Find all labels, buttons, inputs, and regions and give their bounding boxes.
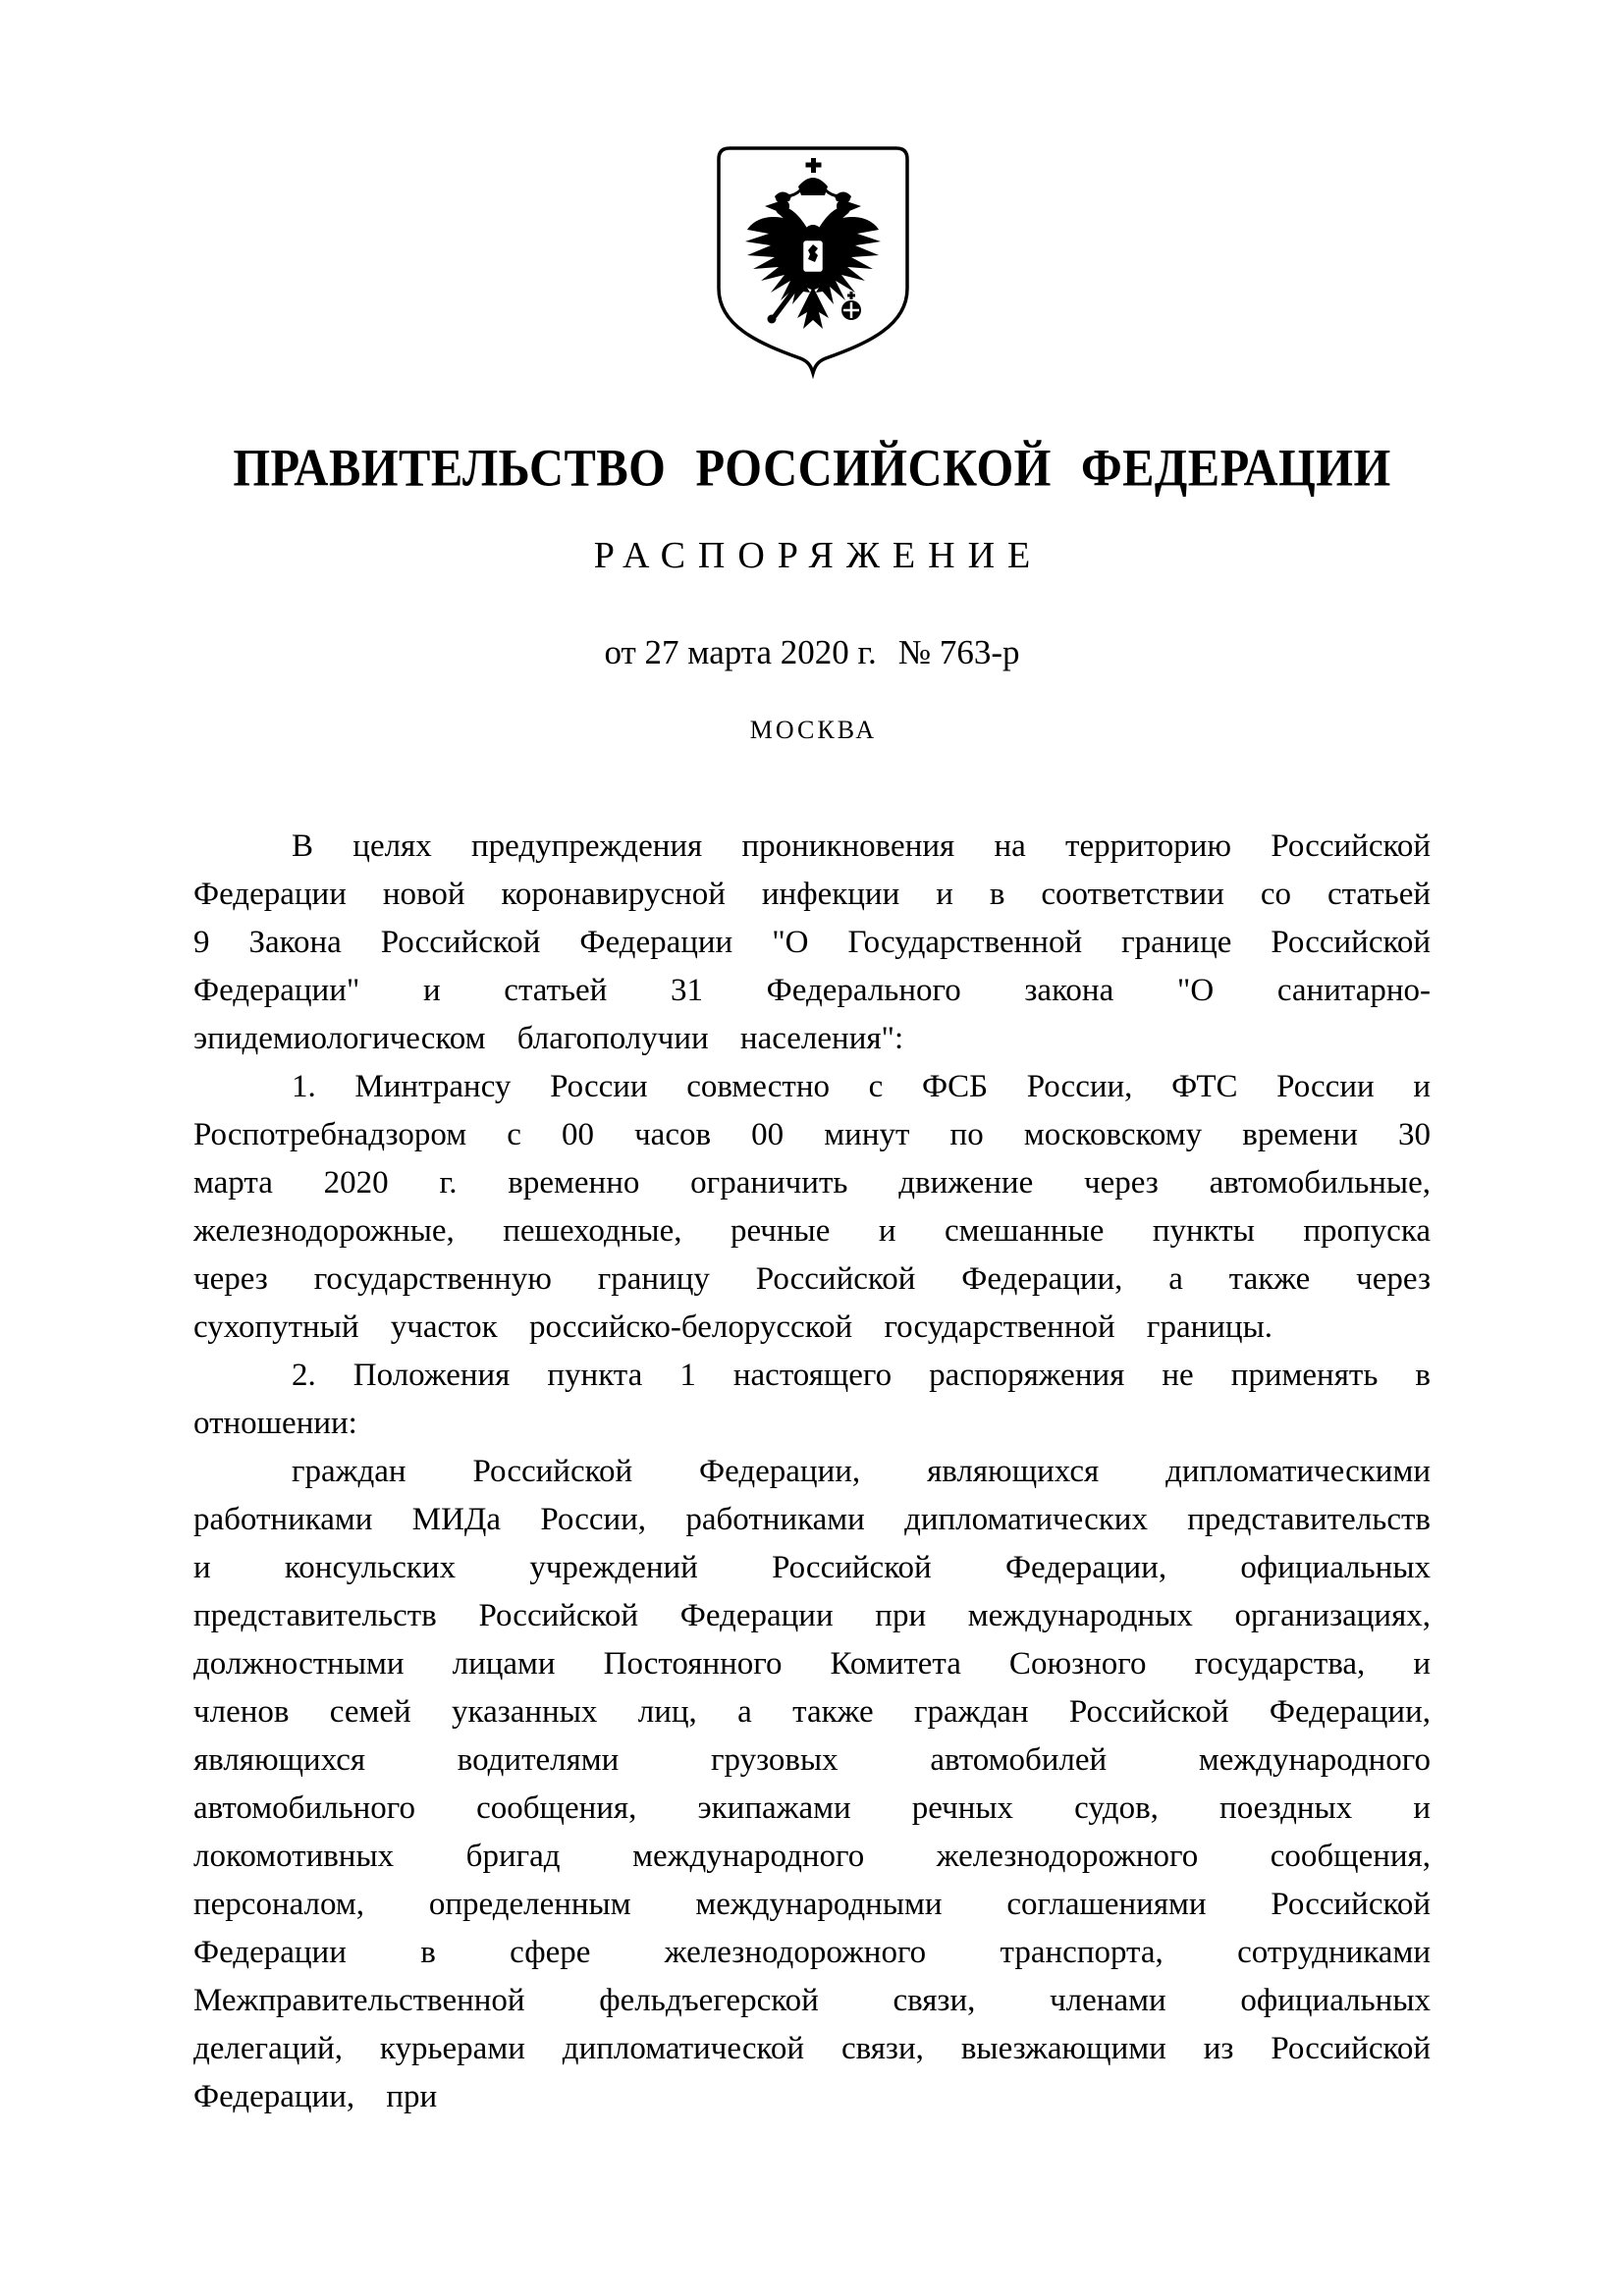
coat-of-arms-icon: [714, 143, 912, 379]
date-and-number-line: [0, 633, 1624, 672]
issuer-title: ПРАВИТЕЛЬСТВО РОССИЙСКОЙ ФЕДЕРАЦИИ: [233, 438, 1391, 498]
paragraph-item-2: 2. Положения пункта 1 настоящего распоряжения не применять в отношении:: [193, 1358, 1431, 1441]
paragraph-intro: В целях предупреждения проникновения на территорию Российской Федерации новой коронавирусной инфекции и в соответствии со статьей 9 Закона Российской Федерации "О Государственной границе Российской Федерации" и статьей 31 Федерального закона "О санитарно-эпидемиологическом благополучии населения":: [193, 828, 1431, 1056]
paragraph-item-1: 1. Минтрансу России совместно с ФСБ России, ФТС России и Роспотребнадзором с 00 часов 00 минут по московскому времени 30 марта 2020 г. временно ограничить движение через автомобильные, железнодорожные, пешеходные, речные и смешанные пункты пропуска через государственную границу Российской Федерации, а также через сухопутный участок российско-белорусской государственной границы.: [193, 1069, 1431, 1345]
document-body: [193, 823, 1431, 2121]
document-type-heading: РАСПОРЯЖЕНИЕ: [593, 535, 1044, 576]
city-label: МОСКВА: [749, 716, 878, 744]
document-number: № 763-р: [897, 633, 1020, 671]
paragraph-exemptions: граждан Российской Федерации, являющихся дипломатическими работниками МИДа России, работниками дипломатических представительств и консульских учреждений Российской Федерации, официальных представительств Российской Федерации при международных организациях, должностными лицами Постоянного Комитета Союзного государства, и членов семей указанных лиц, а также граждан Российской Федерации, являющихся водителями грузовых автомобилей международного автомобильного сообщения, экипажами речных судов, поездных и локомотивных бригад международного железнодорожного сообщения, персоналом, определенным международными соглашениями Российской Федерации в сфере железнодорожного транспорта, сотрудниками Межправительственной фельдъегерской связи, членами официальных делегаций, курьерами дипломатической связи, выезжающими из Российской Федерации, при: [193, 1454, 1431, 2114]
document-date: от 27 марта 2020 г.: [604, 633, 877, 671]
